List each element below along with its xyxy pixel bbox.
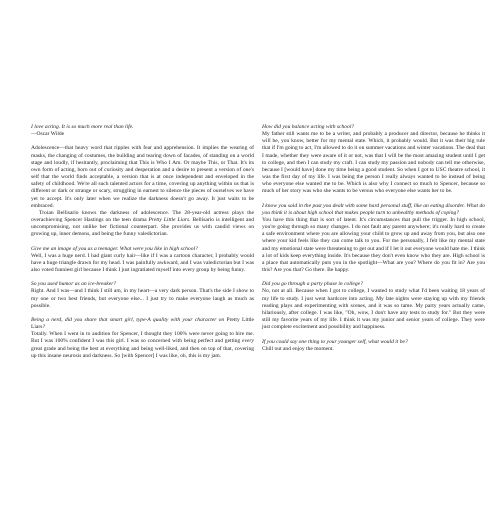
- question-4: How did you balance acting with school?: [262, 124, 355, 130]
- question-3-text-a: Being a nerd, did you share that smart girl, type-A quality with your character on: [31, 316, 227, 323]
- answer-4: My father still wants me to be a writer, and probably a producer and director, because he thinks it will be, you know, better for my mental state. Which, it probably would. But it was their big rule that if I'm going to act, I'm allowed to do it on summer vacations and winter vacations. The deal that I made, whether they were aware of it or not, was that I will be the most amazing student until I get to college, and then I can study my craft. I can study my passion and nobody can tell me otherwise, because I [would have] done my time being a good student. So when I got to USC theatre school, it was the first day of my life. I was being the person I really always wanted to be instead of being who everyone else wanted me to be. Which is also why I connect so much to Spencer, because so much of her story was who she wants to be versus who everyone else wants her to be.: [262, 131, 485, 195]
- show-title: Pretty Little Liars: [148, 216, 190, 223]
- intro-paragraph-2: [31, 210, 254, 239]
- answer-3-text-a: Totally. When I went in to audition for Spencer, I thought they 100% were never going to hire me. But I was 100% confident I was this girl. I was so concerned with being perfect and getting: [31, 331, 254, 345]
- question-2: So you used humor as an ice-breaker?: [31, 281, 117, 288]
- answer-3-emphasis: every: [241, 338, 254, 345]
- question-7: If you could say one thing to your younger self, what would it be?: [262, 338, 408, 345]
- answer-7: Chill out and enjoy the moment.: [262, 345, 334, 352]
- question-3: [31, 317, 254, 331]
- answer-2: Right. And I was—and I think I still am, in my heart—a very dark person. That's the side I show to my one or two best friends, but everyone else... I just try to make everyone laugh as much as possible.: [31, 288, 254, 309]
- answer-5: You have this thing that is sort of latent. It's circumstances that pull the trigger. In high school, you're going through so many changes. I do not fault any parent anywhere; it's really hard to create a safe environment where you are allowing your child to grow up and away from you, but also one where your kid feels like they can come talk to you. For me personally, I felt like my mental state and my emotional state were threatening to get out and if I let it out everyone would hate me. I think a lot of kids keep everything inside. It's because they don't even know who they are. High school is a place that automatically puts you in the spotlight—What are you? Where do you fit in? Are you this? Are you that? Go there. Be happy.: [262, 216, 485, 274]
- intro-paragraph: Adolescence—that heavy word that ripples with fear and apprehension. It implies the wearing of masks, the changing of costumes, the building and tearing down of facades, of standing on a world stage and loudly, if hesitantly, proclaiming that This is Who I Am. Or maybe This, or That. It's its own form of acting, born out of curiosity and desperation and a desire to present a version of one's self that the world finds acceptable, a version that is at once independent and enveloped in the safety of childhood. We're all such talented actors for a time, covering up anything within us that is different or dark or strange or scary, struggling in earnest to silence the pieces of ourselves we have yet to accept. It's only later when we realize the darkness doesn't go away. It just waits to be embraced.: [31, 145, 254, 209]
- intro-text-a: Troian Bellisario knows the darkness of adolescence. The 28-year-old actress plays the overachieving Spencer Hastings on the teen drama: [31, 209, 254, 223]
- answer-6: No, not at all. Because when I got to college, I wanted to study what I'd been waiting 18 years of my life to study. I just went hardcore into acting. My late nights were staying up with my friends reading plays and experimenting with scenes, and it was so tame. My party years actually came, hilariously, after college. I was like, "Oh, wow, I don't have any tests to study for." But they were still my favorite years of my life. I think it was my junior and senior years of college. They were just complete excitement and possibility and happiness.: [262, 288, 485, 331]
- question-3-text-b: ?: [42, 324, 46, 331]
- answer-3: [31, 331, 254, 360]
- answer-1: Well, I was a huge nerd. I had giant curly hair—like if I was a cartoon character, I probably would have a huge triangle drawn for my head. I was painfully awkward, and I was valedictorian but I was also voted funniest girl because I think I just ingratiated myself into every group by being funny.: [31, 252, 254, 273]
- left-column: [31, 124, 254, 360]
- question-1: Give me an image of you as a teenager. What were you like in high school?: [31, 245, 198, 252]
- right-column: [262, 124, 485, 353]
- epigraph-author: —Oscar Wilde: [31, 131, 65, 138]
- question-5: I know you said in the past you dealt with some hard personal stuff, like an eating disorder. What do you think it is about high school that makes people turn to unhealthy methods of coping?: [262, 202, 485, 216]
- intro-text-b: . Bellisario is intelligent and uncompromising, not unlike her fictional counterpart. She provides us with candid views on growing up, inner demons, and being the funny valedictorian.: [31, 216, 254, 238]
- question-6: Did you go through a party phase in college?: [262, 281, 363, 288]
- answer-3-text-b: great grade and being the best at everything and being well-liked, and then on top of that, covering up this insane neurosis and darkness. So [with Spencer] I was like, oh, this is my jam.: [31, 345, 254, 359]
- epigraph-quote: I love acting. It is so much more real than life.: [31, 124, 134, 130]
- question-3-show-title: Pretty Little Liars: [31, 316, 255, 331]
